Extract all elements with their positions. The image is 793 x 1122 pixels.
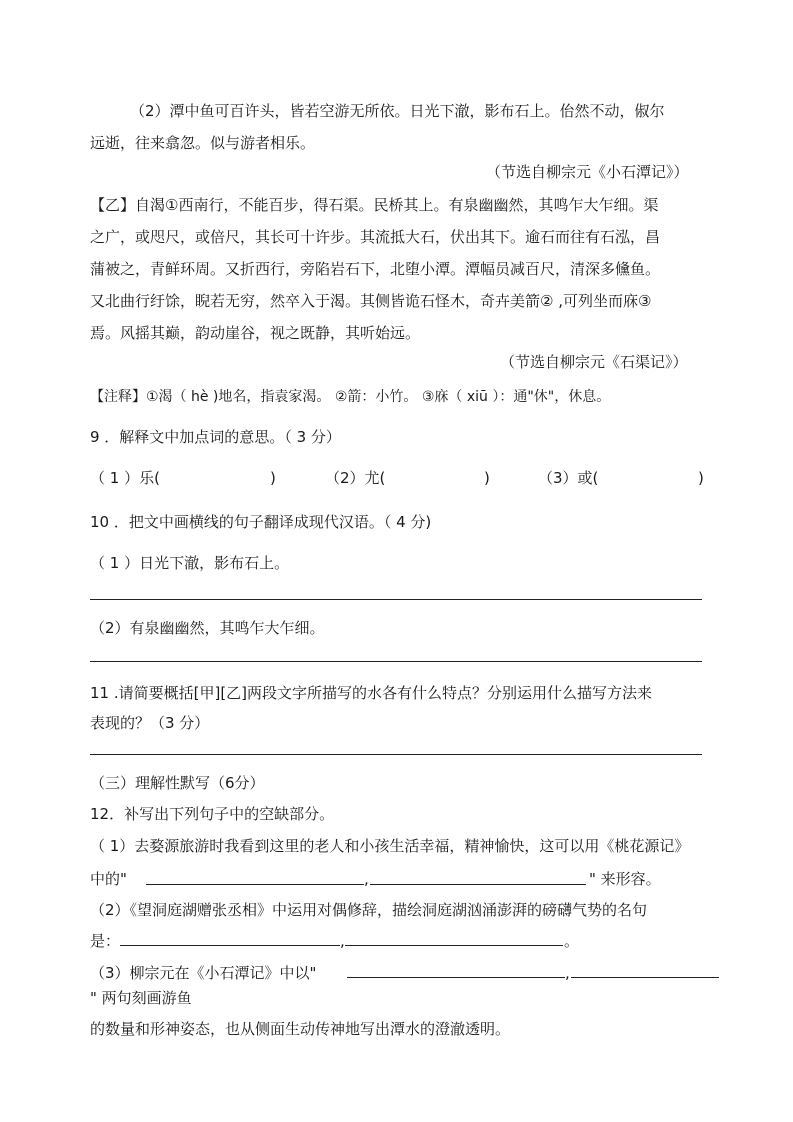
q12-sub-1-blank-1[interactable] — [146, 884, 364, 885]
passage-b-line-3: 蒲被之，青鲜环周。又折西行，旁陷岩石下，北堕小潭。潭幅员减百尺，清深多儵鱼。 — [90, 260, 661, 278]
q12-sub-1-line-1: （ 1）去婺源旅游时我看到这里的老人和小孩生活幸福，精神愉快，这可以用《桃花源记》 — [90, 837, 690, 855]
q9-item-2: （2）尤( — [325, 469, 386, 487]
q9-item-3: （3）或( — [538, 469, 599, 487]
annotation-notes: 【注释】①渴（ hè )地名，指袁家渴。 ②箭：小竹。 ③庥（ xiū ）：通"休"，休息。 — [90, 389, 611, 405]
passage-a-line-2: 远逝，往来翕忽。似与游者相乐。 — [90, 134, 316, 152]
passage-b-line-2: 之广，或咫尺，或倍尺，其长可十许步。其流抵大石，伏出其下。逾石而往有石泓，昌 — [90, 228, 661, 246]
q12-sub-1-suffix: " 来形容。 — [589, 870, 661, 888]
q12-sub-2-blank-1[interactable] — [120, 945, 340, 946]
q12-sub-3-comma: , — [565, 964, 570, 982]
q10-prompt: 10 ．把文中画横线的句子翻译成现代汉语。（ 4 分) — [90, 513, 432, 531]
q9-item-3-close: ) — [698, 469, 704, 487]
passage-a-source: （节选自柳宗元《小石潭记》） — [486, 163, 689, 181]
q11-answer-line[interactable] — [90, 754, 702, 755]
passage-a-line-1: （2）潭中鱼可百许头，皆若空游无所依。日光下澈，影布石上。佁然不动，俶尔 — [130, 102, 665, 120]
q12-sub-3-blank-2[interactable] — [571, 977, 719, 978]
q11-line-1: 11 .请简要概括[甲][乙]两段文字所描写的水各有什么特点？分别运用什么描写方法来 — [90, 684, 653, 702]
q12-sub-2-line-1: （2）《望洞庭湖赠张丞相》中运用对偶修辞，描绘洞庭湖汹涌澎湃的磅礴气势的名句 — [90, 901, 648, 919]
passage-b-line-4: 又北曲行纡馀，睨若无穷，然卒入于渴。其侧皆诡石怪木，奇卉美箭② ,可列坐而庥③ — [90, 292, 652, 310]
q9-prompt: 9 ．解释文中加点词的意思。（ 3 分） — [90, 428, 341, 446]
section-3-heading: （三）理解性默写（6分） — [90, 774, 265, 792]
q12-sub-3-prefix: （3）柳宗元在《小石潭记》中以" — [90, 964, 317, 982]
q12-sub-3-line-3: 的数量和形神姿态，也从侧面生动传神地写出潭水的澄澈透明。 — [90, 1020, 511, 1038]
q10-sub-1: （ 1 ）日光下澈，影布石上。 — [90, 554, 290, 572]
q12-prompt: 12．补写出下列句子中的空缺部分。 — [90, 805, 335, 823]
q12-sub-2-comma: , — [340, 932, 345, 950]
q10-sub-2: （2）有泉幽幽然，其鸣乍大乍细。 — [90, 619, 325, 637]
q12-sub-2-end: 。 — [564, 932, 580, 950]
passage-b-line-1: 【乙】自渴①西南行，不能百步，得石渠。民桥其上。有泉幽幽然，其鸣乍大乍细。渠 — [90, 196, 659, 214]
q12-sub-1-comma: , — [364, 870, 369, 888]
passage-b-source: （节选自柳宗元《石渠记》） — [500, 353, 688, 371]
q9-item-2-close: ) — [484, 469, 490, 487]
q12-sub-1-blank-2[interactable] — [370, 884, 586, 885]
q12-sub-2-prefix: 是： — [90, 932, 121, 950]
q12-sub-3-line-2: " 两句刻画游鱼 — [90, 989, 192, 1007]
q12-sub-2-blank-2[interactable] — [345, 945, 563, 946]
q9-item-1-close: ) — [270, 469, 276, 487]
q12-sub-3-blank-1[interactable] — [347, 977, 565, 978]
q11-line-2: 表现的？（3 分） — [90, 714, 210, 732]
q10-sub-1-answer-line[interactable] — [90, 599, 702, 600]
q12-sub-1-prefix: 中的" — [90, 870, 127, 888]
passage-b-line-5: 焉。风摇其巅，韵动崖谷，视之既静，其听始远。 — [90, 324, 421, 342]
q10-sub-2-answer-line[interactable] — [90, 661, 702, 662]
q9-item-1: （ 1 ）乐( — [90, 469, 160, 487]
